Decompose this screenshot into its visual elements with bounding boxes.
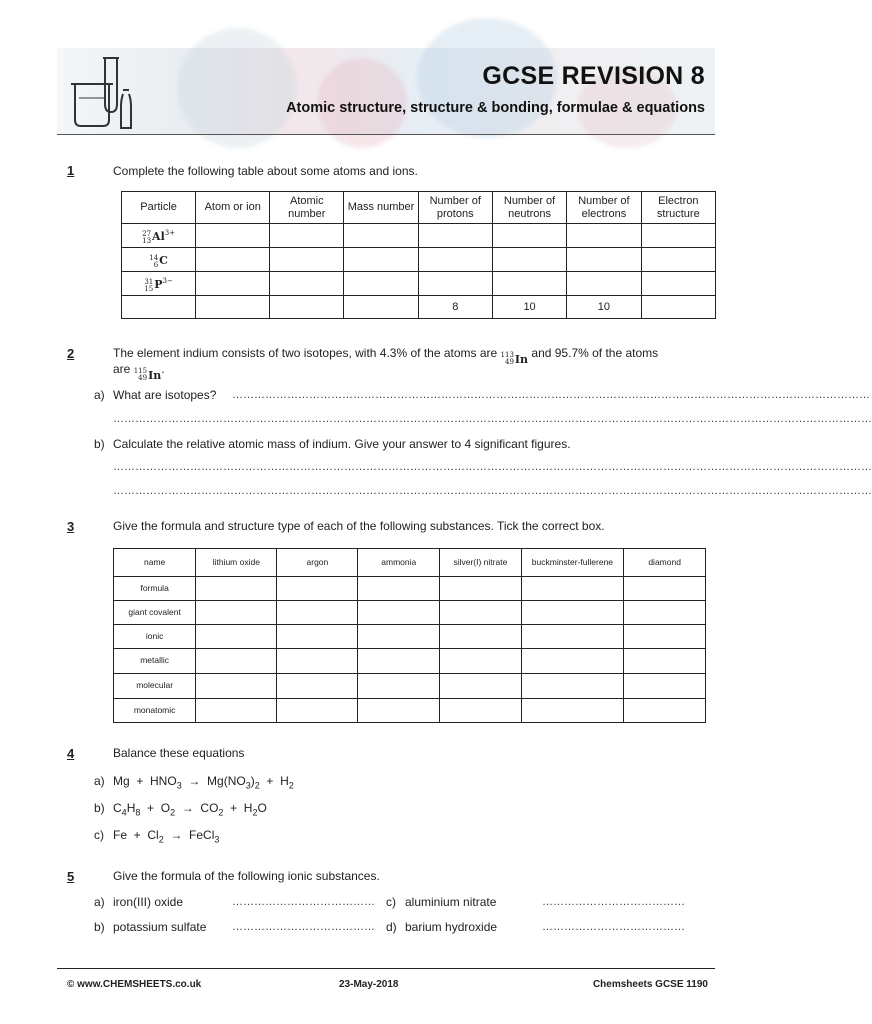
neutrons-value: 10 [492,296,566,319]
particle-cell [122,248,196,272]
q3-header: buckminster-fullerene [521,549,624,577]
q4c-label: c) [94,828,104,842]
answer-cell[interactable] [277,674,358,699]
answer-cell[interactable] [567,248,641,272]
answer-cell[interactable] [196,699,277,723]
q5b-label: b) [94,920,105,934]
question-1-number: 1 [67,163,75,178]
answer-cell[interactable] [270,296,344,319]
q3-header: argon [277,549,358,577]
equation-a: $Mg + HNO_3 \to Mg(NO_3)_2 + H_2$ [113,774,294,791]
answer-cell[interactable] [358,649,440,674]
question-5-text: Give the formula of the following ionic substances. [113,869,380,883]
answer-cell[interactable] [492,248,566,272]
question-3-text: Give the formula and structure type of each of the following substances. Tick the correct box. [113,519,605,533]
q5c-name: aluminium nitrate [405,895,497,909]
row-label: giant covalent [114,601,196,625]
answer-cell[interactable] [196,674,277,699]
answer-cell[interactable] [196,224,270,248]
answer-cell[interactable] [277,577,358,601]
question-3-number: 3 [67,519,75,534]
answer-cell[interactable] [567,224,641,248]
table-row [122,296,716,319]
answer-cell[interactable] [641,296,715,319]
table-row [114,601,706,625]
q5c-label: c) [386,895,396,909]
q1-table [121,191,716,319]
row-label: ionic [114,625,196,649]
nuclide-phosphorus: 31 15 P 3− [144,277,173,293]
answer-cell[interactable] [196,248,270,272]
answer-cell[interactable] [358,674,440,699]
q1-header: Particle [122,192,196,224]
answer-cell[interactable] [122,296,196,319]
answer-cell[interactable] [358,577,440,601]
answer-cell[interactable] [358,699,440,723]
answer-cell[interactable] [521,699,624,723]
answer-cell[interactable] [492,224,566,248]
answer-cell[interactable] [418,248,492,272]
answer-cell[interactable] [624,649,706,674]
question-2-text-a: The element indium consists of two isotopes, with 4.3% of the atoms are [113,346,498,360]
table-row [122,272,716,296]
nuclide-aluminium: 27 13 Al 3+ [142,229,176,245]
answer-cell[interactable] [196,577,277,601]
q1-header: Electron structure [641,192,715,224]
answer-cell[interactable] [624,577,706,601]
q1-header: Number of neutrons [492,192,566,224]
table-row [114,649,706,674]
answer-cell[interactable] [440,625,521,649]
answer-cell[interactable] [440,699,521,723]
row-label: monatomic [114,699,196,723]
q5d-label: d) [386,920,397,934]
answer-cell[interactable] [277,649,358,674]
q4a-label: a) [94,774,105,788]
page-title: GCSE REVISION 8 [482,62,705,90]
nuclide-carbon: 14 6 C [149,253,168,269]
answer-cell[interactable] [270,248,344,272]
electrons-value: 10 [567,296,641,319]
question-2-text-b: and 95.7% of the atoms [531,346,659,360]
q3-header: lithium oxide [196,549,277,577]
question-4-number: 4 [67,746,75,761]
question-5-number: 5 [67,869,75,884]
particle-cell [122,272,196,296]
row-label: formula [114,577,196,601]
q1-header: Mass number [344,192,418,224]
answer-cell[interactable] [440,674,521,699]
row-label: molecular [114,674,196,699]
answer-cell[interactable] [196,296,270,319]
answer-cell[interactable] [277,625,358,649]
answer-cell[interactable] [440,601,521,625]
answer-cell[interactable] [277,601,358,625]
answer-cell[interactable] [418,224,492,248]
q5a-label: a) [94,895,105,909]
question-2-text-c: are [113,362,131,376]
footer-reference: Chemsheets GCSE 1190 [592,979,708,990]
answer-cell[interactable] [624,674,706,699]
q5a-name: iron(III) oxide [113,895,184,909]
answer-cell[interactable] [492,272,566,296]
footer-website: © www.CHEMSHEETS.co.uk [67,979,202,990]
table-row [114,577,706,601]
answer-cell[interactable] [521,649,624,674]
question-2-line-1 [113,346,658,366]
row-label: metallic [114,649,196,674]
answer-cell[interactable] [418,272,492,296]
q2b-answer-line-1[interactable]: ……………………………………………………………………………………………………………………………………………………………………………………… [113,461,872,473]
q5b-answer-line[interactable]: ………………………………… [232,921,375,933]
answer-cell[interactable] [344,272,418,296]
q3-header: silver(I) nitrate [440,549,521,577]
answer-cell[interactable] [196,625,277,649]
answer-cell[interactable] [521,577,624,601]
table-row [122,248,716,272]
answer-cell[interactable] [358,601,440,625]
q2a-answer-line-2[interactable]: ……………………………………………………………………………………………………………………………………………………………………………………… [113,413,872,425]
question-2-number: 2 [67,346,75,361]
table-row [114,625,706,649]
header-divider [57,134,715,135]
nuclide-indium-115: 115 49 In [133,367,162,382]
answer-cell[interactable] [567,272,641,296]
glassware-icon [65,54,135,130]
header-banner [57,48,715,134]
answer-cell[interactable] [624,699,706,723]
q2b-answer-line-2[interactable]: ……………………………………………………………………………………………………………………………………………………………………………………… [113,485,872,497]
footer-date: 23-May-2018 [339,979,399,990]
q3-header: diamond [624,549,706,577]
answer-cell[interactable] [521,625,624,649]
q1-header: Atom or ion [196,192,270,224]
answer-cell[interactable] [641,224,715,248]
q3-header: name [114,549,196,577]
q1-header: Atomic number [270,192,344,224]
table-row [122,224,716,248]
q1-header: Number of protons [418,192,492,224]
answer-cell[interactable] [344,296,418,319]
answer-cell[interactable] [624,625,706,649]
answer-cell[interactable] [344,248,418,272]
question-4-text: Balance these equations [113,746,245,760]
question-1-text: Complete the following table about some atoms and ions. [113,164,418,178]
answer-cell[interactable] [196,649,277,674]
answer-cell[interactable] [277,699,358,723]
answer-cell[interactable] [641,248,715,272]
q2b-text: Calculate the relative atomic mass of indium. Give your answer to 4 significant figures. [113,437,571,451]
q3-header: ammonia [358,549,440,577]
q5d-answer-line[interactable]: ………………………………… [542,921,685,933]
table-row [114,674,706,699]
q3-table [113,548,706,723]
answer-cell[interactable] [521,601,624,625]
footer-divider [57,968,715,969]
equation-b: $C_4H_8 + O_2 \to CO_2 + H_2O$ [113,801,267,818]
page-subtitle: Atomic structure, structure & bonding, formulae & equations [286,100,705,116]
q5d-name: barium hydroxide [405,920,498,934]
protons-value: 8 [418,296,492,319]
answer-cell[interactable] [270,272,344,296]
q1-header: Number of electrons [567,192,641,224]
answer-cell[interactable] [196,601,277,625]
q2a-label: a) [94,388,105,402]
answer-cell[interactable] [196,272,270,296]
answer-cell[interactable] [521,674,624,699]
particle-cell [122,224,196,248]
question-2-line-2: are 115 49 In . [113,362,165,382]
answer-cell[interactable] [270,224,344,248]
answer-cell[interactable] [440,577,521,601]
equation-c: $Fe + Cl_2$ → FeCl$_3$ [113,828,220,845]
answer-cell[interactable] [624,601,706,625]
q5a-answer-line[interactable]: ………………………………… [232,896,375,908]
answer-cell[interactable] [344,224,418,248]
q5c-answer-line[interactable]: ………………………………… [542,896,685,908]
answer-cell[interactable] [358,625,440,649]
q2a-answer-line-1[interactable]: ………………………………………………………………………………………………………………………………………………………… [232,389,870,401]
q4b-label: b) [94,801,105,815]
q5b-name: potassium sulfate [113,920,207,934]
nuclide-indium-113: 113 49 In [500,351,529,366]
table-row [114,699,706,723]
q2b-label: b) [94,437,105,451]
q2a-text: What are isotopes? [113,388,217,402]
answer-cell[interactable] [440,649,521,674]
answer-cell[interactable] [641,272,715,296]
